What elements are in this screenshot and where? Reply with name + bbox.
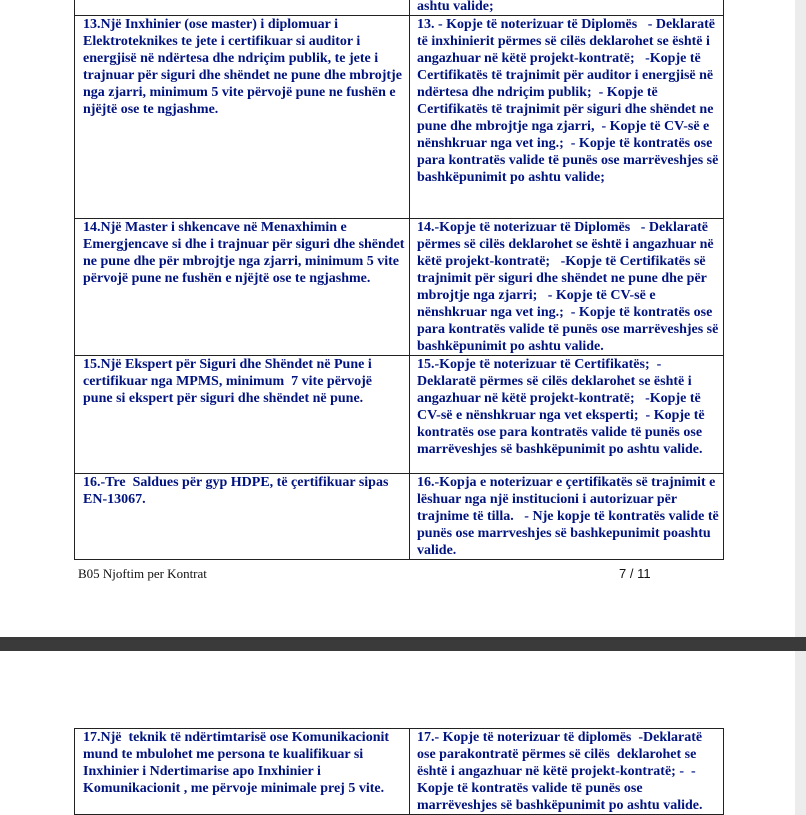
table-row (75, 356, 724, 474)
requirement-cell: 15.Një Ekspert për Siguri dhe Shëndet në Pune i certifikuar nga MPMS, minimum 7 vite përvojë pune si ekspert për siguri dhe shëndet në pune. (75, 356, 410, 474)
table-row (75, 0, 724, 16)
evidence-cell: 14.-Kopje të noterizuar të Diplomës - Deklaratë përmes së cilës deklarohet se është i angazhuar në këtë projekt-kontratë; -Kopje të Certifikatës së trajnimit për siguri dhe shëndet ne pune dhe për mbrojtje nga zjarri; - Kopje të CV-së e nënshkruar nga vet ing.; - Kopje të kontratës ose para kontratës valide të punës ose marrëveshjes së bashkëpunimit po ashtu valide. (410, 219, 724, 356)
evidence-cell: ashtu valide; (410, 0, 724, 16)
requirement-cell: 17.Një teknik të ndërtimtarisë ose Komunikacionit mund te mbulohet me persona te kualifikuar si Inxhinier i Ndertimarise apo Inxhinier i Komunikacionit , me përvoje minimale prej 5 vite. (75, 729, 410, 815)
table-row (75, 474, 724, 560)
requirements-table (74, 0, 724, 560)
viewer-scrollbar[interactable] (795, 0, 806, 637)
footer-page-number: 7 / 11 (619, 566, 651, 581)
evidence-cell: 13. - Kopje të noterizuar të Diplomës - Deklaratë të inxhinierit përmes së cilës deklarohet se është i angazhuar në këtë projekt-kontratë; -Kopje të Certifikatës të trajnimit për auditor i energjisë në ndërtesa dhe ndriçim publik; - Kopje të Certifikatës të trajnimit për siguri dhe shëndet ne pune dhe mbrojtje nga zjarri, - Kopje të CV-së e nënshkruar nga vet ing.; - Kopje të kontratës ose para kontratës valide të punës ose marrëveshjes së bashkëpunimit po ashtu valide; (410, 16, 724, 219)
table-row (75, 219, 724, 356)
footer-document-label: B05 Njoftim per Kontrat (78, 566, 207, 581)
requirement-cell: 16.-Tre Saldues për gyp HDPE, të çertifikuar sipas EN-13067. (75, 474, 410, 560)
requirement-cell: 13.Një Inxhinier (ose master) i diplomuar i Elektroteknikes te jete i certifikuar si auditor i energjisë në ndërtesa dhe ndriçim publik, te jete i trajnuar për siguri dhe shëndet ne pune dhe mbrojtje nga zjarri, minimum 5 vite përvojë pune ne fushën e njëjtë ose te ngjashme. (75, 16, 410, 219)
viewer-scrollbar[interactable] (795, 651, 806, 815)
table-row (75, 729, 724, 815)
evidence-cell: 17.- Kopje të noterizuar të diplomës -Deklaratë ose parakontratë përmes së cilës deklarohet se është i angazhuar në këtë projekt-kontratë; - - Kopje të kontratës valide të punës ose marrëveshjes së bashkëpunimit po ashtu valide. (410, 729, 724, 815)
table-row (75, 16, 724, 219)
requirements-table (74, 728, 724, 815)
requirement-cell: 14.Një Master i shkencave në Menaxhimin e Emergjencave si dhe i trajnuar për siguri dhe shëndet ne pune dhe për mbrojtje nga zjarri, minimum 5 vite përvojë pune ne fushën e njëjtë ose te ngjashme. (75, 219, 410, 356)
evidence-cell: 15.-Kopje të noterizuar të Certifikatës; - Deklaratë përmes së cilës deklarohet se është i angazhuar në këtë projekt-kontratë; -Kopje të CV-së e nënshkruar nga vet eksperti; - Kopje të kontratës ose para kontratës valide të punës ose marrëveshjes së bashkëpunimit po ashtu valide. (410, 356, 724, 474)
requirement-cell (75, 0, 410, 16)
evidence-cell: 16.-Kopja e noterizuar e çertifikatës së trajnimit e lëshuar nga një institucioni i autorizuar për trajnime të tilla. - Nje kopje të kontratës valide të punës ose marrveshjes së bashkepunimit poashtu valide. (410, 474, 724, 560)
